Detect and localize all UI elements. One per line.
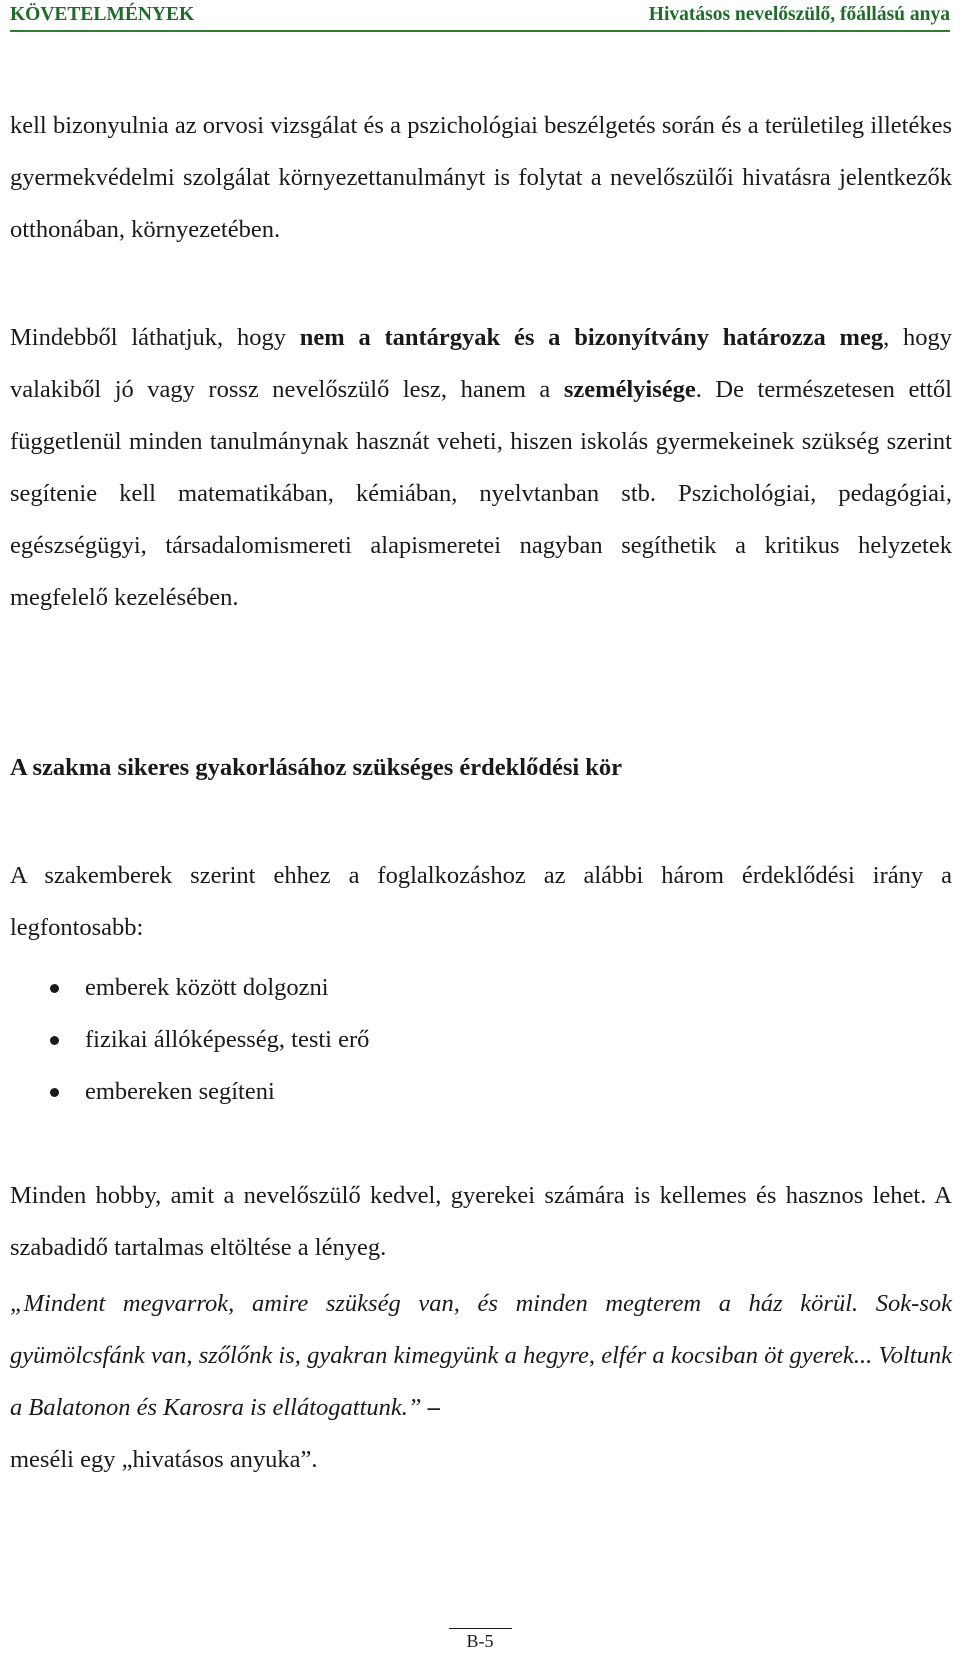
page-header xyxy=(10,2,950,32)
paragraph-interests-intro: A szakemberek szerint ehhez a foglalkozáshoz az alábbi három érdeklődési irány a legfontosabb: xyxy=(10,862,952,941)
list-item-text: emberek között dolgozni xyxy=(85,974,329,1001)
paragraph-personality xyxy=(10,312,952,624)
quote-dash: – xyxy=(427,1394,440,1421)
section-heading: A szakma sikeres gyakorlásához szükséges érdeklődési kör xyxy=(10,754,623,781)
list-item xyxy=(10,1066,910,1118)
paragraph-quote xyxy=(10,1278,952,1486)
paragraph-text: Mindebből láthatjuk, hogy xyxy=(10,324,300,351)
header-document-title: Hivatásos nevelőszülő, főállású anya xyxy=(648,4,950,25)
paragraph-hobby: Minden hobby, amit a nevelőszülő kedvel, gyerekei számára is kellemes és hasznos lehet. A szabadidő tartalmas eltöltése a lényeg. xyxy=(10,1182,952,1261)
page-number: B-5 xyxy=(449,1628,512,1652)
bullet-icon xyxy=(50,1036,59,1045)
paragraph-intro-continuation: kell bizonyulnia az orvosi vizsgálat és a pszichológiai beszélgetés során és a területileg illetékes gyermekvédelmi szolgálat környezettanulmányt is folytat a nevelőszülői hivatásra jelentkezők otthonában, környezetében. xyxy=(10,112,952,243)
quote-text: „Mindent megvarrok, amire szükség van, és minden megterem a ház körül. Sok-sok gyümölcsfánk van, szőlőnk is, gyakran kimegyünk a hegyre, elfér a kocsiban öt gyerek... Voltunk a Balatonon és Karosra is ellátogattunk.” xyxy=(10,1290,952,1421)
emphasis-text: nem a tantárgyak és a bizonyítvány határozza meg xyxy=(299,324,884,351)
header-section-title: KÖVETELMÉNYEK xyxy=(10,4,195,25)
quote-attribution: meséli egy „hivatásos anyuka”. xyxy=(10,1446,318,1473)
emphasis-text: személyisége xyxy=(563,376,696,403)
interest-list xyxy=(10,962,910,1118)
list-item-text: embereken segíteni xyxy=(85,1078,275,1105)
list-item xyxy=(10,1014,910,1066)
bullet-icon xyxy=(50,984,59,993)
bullet-icon xyxy=(50,1088,59,1097)
page-footer xyxy=(0,1628,960,1652)
list-item-text: fizikai állóképesség, testi erő xyxy=(85,1026,370,1053)
list-item xyxy=(10,962,910,1014)
paragraph-text: . De természetesen ettől függetlenül minden tanulmánynak hasznát veheti, hiszen iskolás gyermekeinek szükség szerint segítenie kell matematikában, kémiában, nyelvtanban stb. Pszichológiai, pedagógiai, egészségügyi, társadalomismereti alapismeretei nagyban segíthetik a kritikus helyzetek megfelelő kezelésében. xyxy=(10,376,952,611)
paragraph-text: , hogy valakiből jó vagy rossz nevelőszülő lesz, hanem a xyxy=(10,324,952,403)
